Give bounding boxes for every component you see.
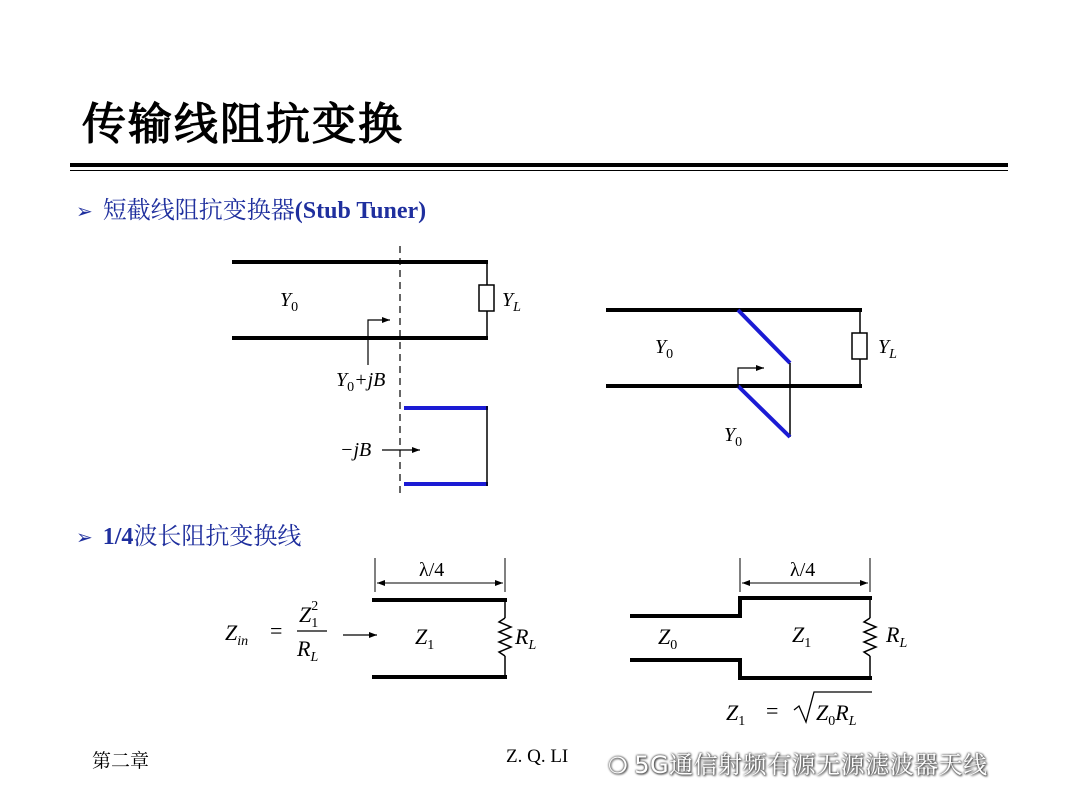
bullet-stub-english: (Stub Tuner) [294, 198, 427, 224]
bullet-stub-text: 短截线阻抗变换器 [102, 196, 295, 224]
slide-title: 传输线阻抗变换 [82, 99, 404, 150]
label-z1-squared: $Z^2$ 1 [299, 599, 319, 631]
label-z1: $Z_1$ [792, 622, 812, 651]
title-rule-thin [70, 170, 1008, 171]
bullet-stub-tuner [76, 190, 426, 225]
title-rule-thick [70, 163, 1008, 167]
label-rl: $R_L$ [886, 622, 908, 651]
input-admittance-arrow [368, 320, 390, 365]
label-y0: $Y_0$ [280, 289, 299, 315]
label-quarter-wavelength: λ/4 [790, 559, 816, 581]
load-resistor [864, 618, 876, 656]
label-yl: $Y_L$ [502, 289, 521, 315]
label-formula-equals: = [766, 698, 779, 723]
label-y0-plus-jb: $Y_0+jB$ [336, 369, 386, 395]
label-minus-jb: −jB [340, 439, 372, 461]
load-resistor [499, 618, 511, 656]
label-formula-z1: $Z_1$ [726, 700, 746, 729]
load-admittance [852, 333, 867, 359]
watermark [608, 745, 988, 780]
label-formula-radicand: $Z_0R_L$ [816, 700, 857, 729]
load-admittance [479, 285, 494, 311]
bullet-arrow-icon: ➢ [76, 199, 93, 223]
bullet-arrow-icon: ➢ [76, 525, 93, 549]
footer-chapter: 第二章 [92, 751, 150, 772]
stub-tuner-diagram-left [220, 240, 520, 500]
wechat-icon: ❍ [608, 754, 629, 779]
stub-upper-diagonal [738, 310, 790, 363]
stub-lower-diagonal [738, 386, 790, 437]
label-zin: $Z_{in}$ [225, 620, 249, 649]
label-y0-bottom: $Y_0$ [724, 424, 743, 450]
label-yl: $Y_L$ [878, 336, 897, 362]
stub-tuner-diagram-right [600, 295, 920, 460]
watermark-text: 5G通信射频有源无源滤波器天线 [634, 751, 988, 779]
label-equals: = [270, 618, 283, 643]
bullet-qw-text: 波长阻抗变换线 [133, 522, 302, 550]
quarter-wave-diagram-right [620, 550, 930, 735]
label-z1: $Z_1$ [415, 624, 435, 653]
label-rl-denominator: $R_L$ [297, 636, 319, 665]
label-z0: $Z_0$ [658, 624, 678, 653]
bullet-qw-fraction: 1/4 [102, 524, 134, 550]
label-rl: $R_L$ [515, 624, 537, 653]
label-quarter-wavelength: λ/4 [419, 559, 445, 581]
label-y0-top: $Y_0$ [655, 336, 674, 362]
quarter-wave-diagram-left [215, 550, 555, 700]
footer-author: Z. Q. LI [506, 746, 569, 767]
bullet-quarter-wave [76, 516, 301, 551]
